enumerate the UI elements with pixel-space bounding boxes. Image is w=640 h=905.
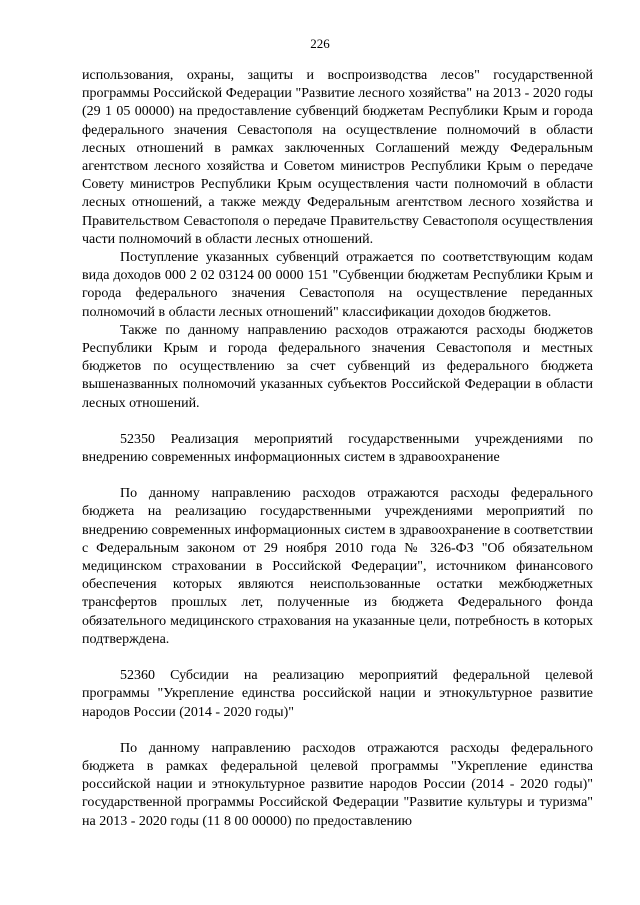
document-body <box>82 67 593 831</box>
section-heading-52360: 52360 Субсидии на реализацию мероприятий федеральной целевой программы "Укрепление единства российской нации и этнокультурное развитие народов России (2014 - 2020 годы)" <box>82 668 593 720</box>
paragraph-income-codes: Поступление указанных субвенций отражается по соответствующим кодам вида доходов 000 2 02 03124 00 0000 151 "Субвенции бюджетам Республики Крым и города федерального значения Севастополя на осуществление переданных полномочий в области лесных отношений" классификации доходов бюджетов. <box>82 250 593 320</box>
paragraph-health-it-systems: По данному направлению расходов отражаются расходы федерального бюджета на реализацию государственными учреждениями мероприятий по внедрению современных информационных систем в здравоохранение в соответствии с Федеральным законом от 29 ноября 2010 года № 326-ФЗ "Об обязательном медицинском страховании в Российской Федерации", источником финансового обеспечения которых являются неиспользованные остатки межбюджетных трансфертов прошлых лет, полученные из бюджета Федерального фонда обязательного медицинского страхования на указанные цели, потребность в которых подтверждена. <box>82 486 593 647</box>
section-heading-52350: 52350 Реализация мероприятий государственными учреждениями по внедрению современных информационных систем в здравоохранение <box>82 431 593 466</box>
paragraph-regional-expenses: Также по данному направлению расходов отражаются расходы бюджетов Республики Крым и города федерального значения Севастополя и местных бюджетов по осуществлению за счет субвенций из федерального бюджета вышеназванных полномочий указанных субъектов Российской Федерации в области лесных отношений. <box>82 322 593 411</box>
page-number: 226 <box>310 36 330 51</box>
paragraph-forest-subventions: использования, охраны, защиты и воспроизводства лесов" государственной программы Российской Федерации "Развитие лесного хозяйства" на 2013 - 2020 годы (29 1 05 00000) на предоставление субвенций бюджетам Республики Крым и города федерального значения Севастополя на осуществление полномочий в области лесных отношений в рамках заключенных Соглашений между Федеральным агентством лесного хозяйства и Советом министров Республики Крым о передаче Совету министров Республики Крым осуществления части полномочий в области лесных отношений, а также между Федеральным агентством лесного хозяйства и Правительством Севастополя о передаче Правительству Севастополя осуществления части полномочий в области лесных отношений. <box>82 68 593 247</box>
paragraph-national-unity-program: По данному направлению расходов отражаются расходы федерального бюджета в рамках федеральной целевой программы "Укрепление единства российской нации и этнокультурное развитие народов России (2014 - 2020 годы)" государственной программы Российской Федерации "Развитие культуры и туризма" на 2013 - 2020 годы (11 8 00 00000) по предоставлению <box>82 740 593 829</box>
